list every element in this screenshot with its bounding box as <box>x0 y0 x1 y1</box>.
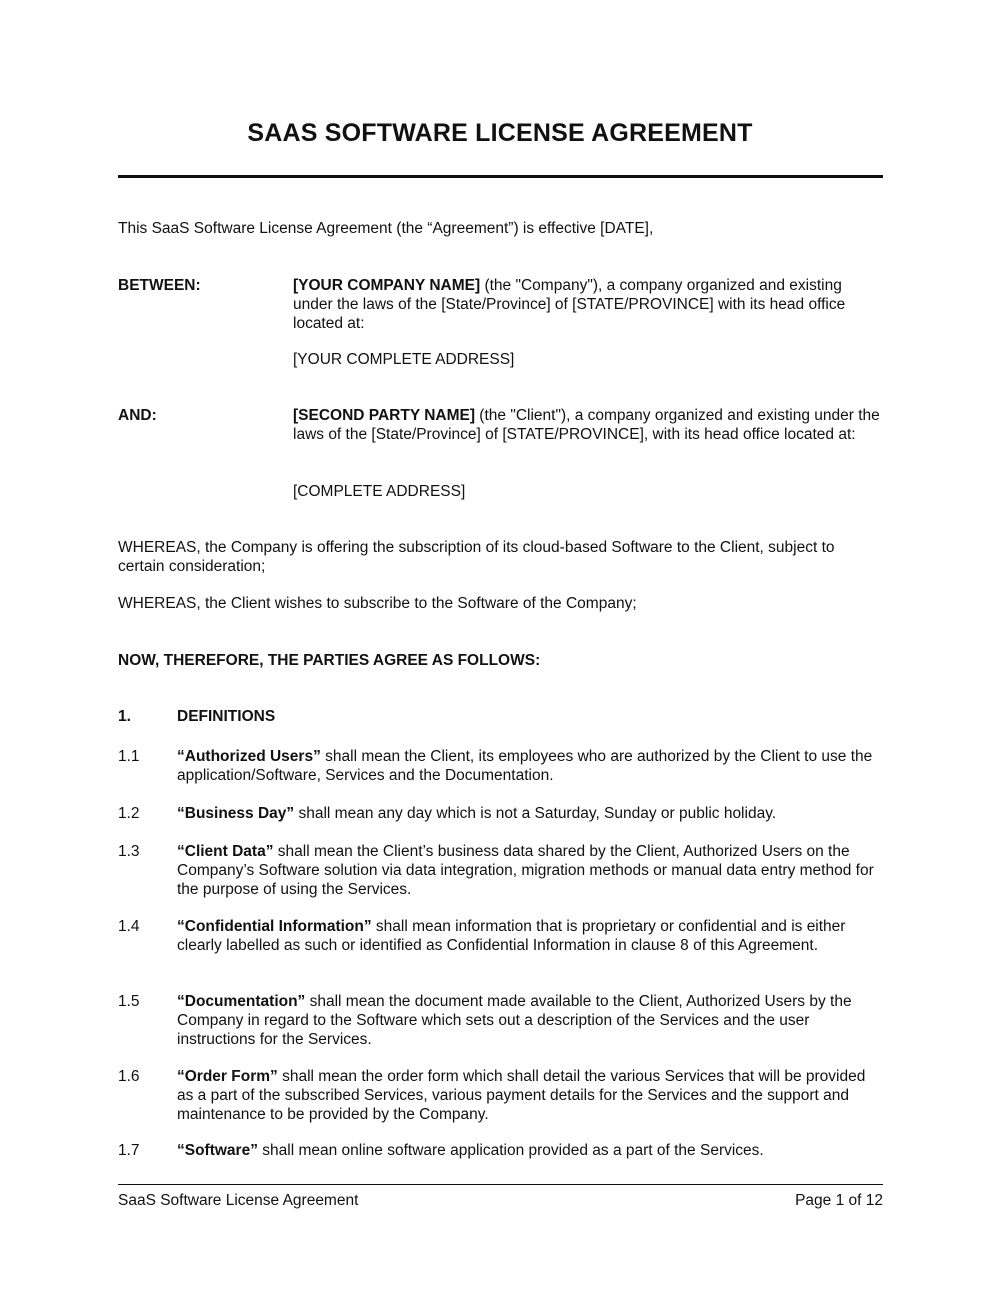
clause-number: 1.1 <box>118 748 140 765</box>
agreement-statement: NOW, THEREFORE, THE PARTIES AGREE AS FOLLOWS: <box>118 652 541 669</box>
definition-clause <box>177 917 885 955</box>
company-name-placeholder: [YOUR COMPANY NAME] <box>293 277 481 294</box>
whereas-paragraph: WHEREAS, the Company is offering the subscription of its cloud-based Software to the Client, subject to certain consideration; <box>118 539 835 575</box>
footer-document-name: SaaS Software License Agreement <box>118 1192 359 1209</box>
title-divider <box>118 175 883 178</box>
definition-clause <box>177 1067 885 1124</box>
client-address-placeholder: [COMPLETE ADDRESS] <box>293 483 466 500</box>
definition-text: shall mean information that is proprietary or confidential and is either clearly labelled as such or identified as Confidential Information in clause 8 of this Agreement. <box>177 918 846 954</box>
company-party-text: (the "Company"), a company organized and existing under the laws of the [State/Province] of [STATE/PROVINCE] with its head office located at: <box>293 277 846 332</box>
definition-clause <box>177 747 885 785</box>
client-name-placeholder: [SECOND PARTY NAME] <box>293 407 475 424</box>
definition-text: shall mean the Client, its employees who are authorized by the Client to use the application/Software, Services and the Documentation. <box>177 748 873 784</box>
definition-clause <box>177 1141 885 1160</box>
clause-number: 1.2 <box>118 805 140 822</box>
definition-clause <box>177 992 885 1049</box>
clause-number: 1.3 <box>118 843 140 860</box>
section-heading: DEFINITIONS <box>177 708 276 725</box>
footer-page-number: Page 1 of 12 <box>795 1192 883 1209</box>
definition-term: “Order Form” <box>177 1068 278 1085</box>
clause-number: 1.4 <box>118 918 140 935</box>
definition-text: shall mean online software application provided as a part of the Services. <box>257 1142 764 1159</box>
definition-clause <box>177 804 885 823</box>
definition-text: shall mean the Client’s business data shared by the Client, Authorized Users on the Company’s Software solution via data integration, migration methods or manual data entry method for the purpose of using the Services. <box>177 843 874 898</box>
clause-number: 1.6 <box>118 1068 140 1085</box>
footer-divider <box>118 1184 883 1185</box>
definition-term: “Documentation” <box>177 993 306 1010</box>
client-party-text: (the "Client"), a company organized and existing under the laws of the [State/Province] of [STATE/PROVINCE], with its head office located at: <box>293 407 880 443</box>
intro-paragraph: This SaaS Software License Agreement (the “Agreement”) is effective [DATE], <box>118 220 654 237</box>
definition-text: shall mean the document made available to the Client, Authorized Users by the Company in regard to the Software which sets out a description of the Services and the user instructions for the Services. <box>177 993 852 1048</box>
document-title: SAAS SOFTWARE LICENSE AGREEMENT <box>247 119 753 147</box>
definition-text: shall mean the order form which shall detail the various Services that will be provided as a part of the subscribed Services, various payment details for the Services and the support and maintenance to be provided by the Company. <box>177 1068 866 1123</box>
company-address-placeholder: [YOUR COMPLETE ADDRESS] <box>293 351 515 368</box>
definition-term: “Business Day” <box>177 805 295 822</box>
whereas-paragraph: WHEREAS, the Client wishes to subscribe to the Software of the Company; <box>118 595 637 612</box>
definition-text: shall mean any day which is not a Saturday, Sunday or public holiday. <box>294 805 777 822</box>
clause-number: 1.5 <box>118 993 140 1010</box>
client-party-paragraph <box>293 406 885 444</box>
clause-number: 1.7 <box>118 1142 140 1159</box>
section-number: 1. <box>118 708 131 725</box>
between-label: BETWEEN: <box>118 277 201 294</box>
definition-term: “Software” <box>177 1142 258 1159</box>
and-label: AND: <box>118 407 157 424</box>
definition-term: “Client Data” <box>177 843 274 860</box>
definition-clause <box>177 842 885 899</box>
definition-term: “Authorized Users” <box>177 748 321 765</box>
definition-term: “Confidential Information” <box>177 918 372 935</box>
company-party-paragraph <box>293 276 885 333</box>
